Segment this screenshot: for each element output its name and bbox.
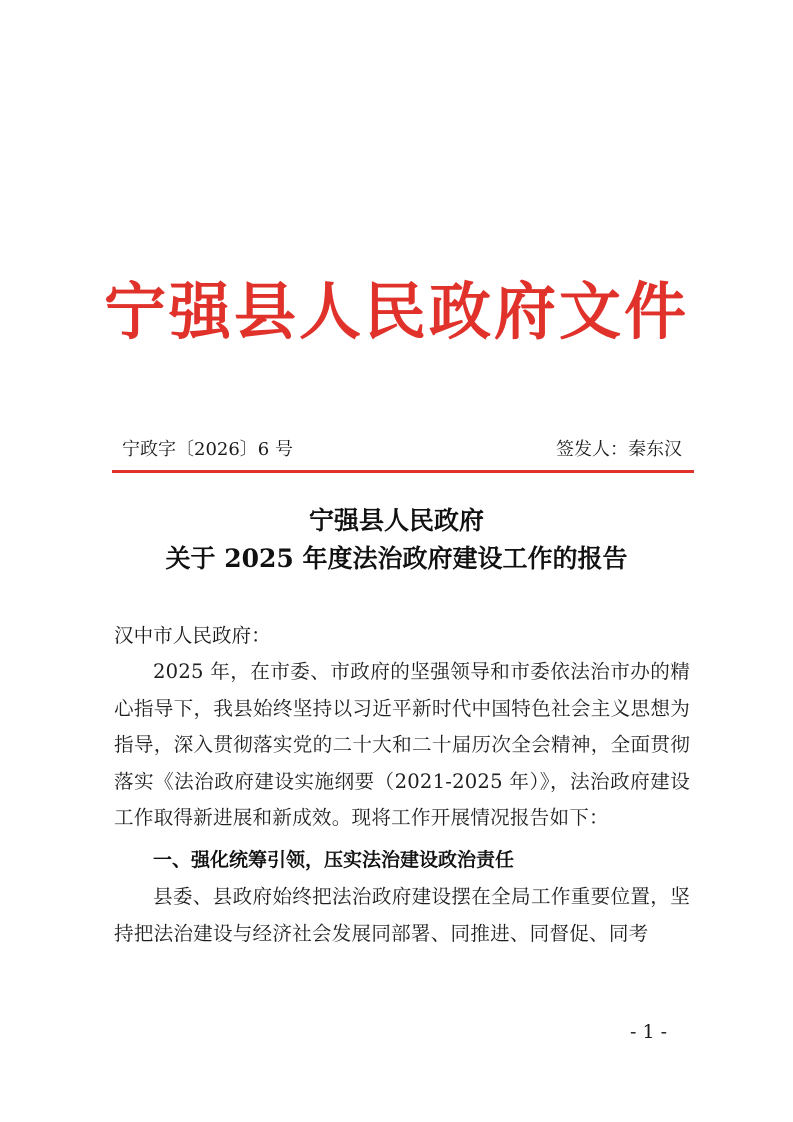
report-title-line-1: 宁强县人民政府 bbox=[308, 506, 484, 535]
document-number: 宁政字〔2026〕6 号 bbox=[122, 439, 293, 460]
report-title-line-2: 关于 2025 年度法治政府建设工作的报告 bbox=[165, 544, 628, 573]
red-divider bbox=[112, 470, 694, 473]
signer: 签发人：秦东汉 bbox=[556, 439, 682, 460]
section-heading-1: 一、强化统筹引领，压实法治建设政治责任 bbox=[153, 849, 515, 871]
body-paragraph-2: 县委、县政府始终把法治政府建设摆在全局工作重要位置，坚持把法治建设与经济社会发展同部署、同推进、同督促、同考 bbox=[114, 885, 690, 945]
page-number: - 1 - bbox=[630, 1021, 668, 1043]
salutation: 汉中市人民政府： bbox=[114, 624, 271, 647]
document-meta bbox=[122, 436, 682, 464]
body-paragraph-1: 2025 年，在市委、市政府的坚强领导和市委依法治市办的精心指导下，我县始终坚持以习近平新时代中国特色社会主义思想为指导，深入贯彻落实党的二十大和二十届历次全会精神，全面贯彻落实《法治政府建设实施纲要（2021-2025 年）》，法治政府建设工作取得新进展和新成效。现将工作开展情况报告如下： bbox=[114, 660, 690, 830]
document-masthead: 宁强县人民政府文件 bbox=[103, 275, 689, 348]
